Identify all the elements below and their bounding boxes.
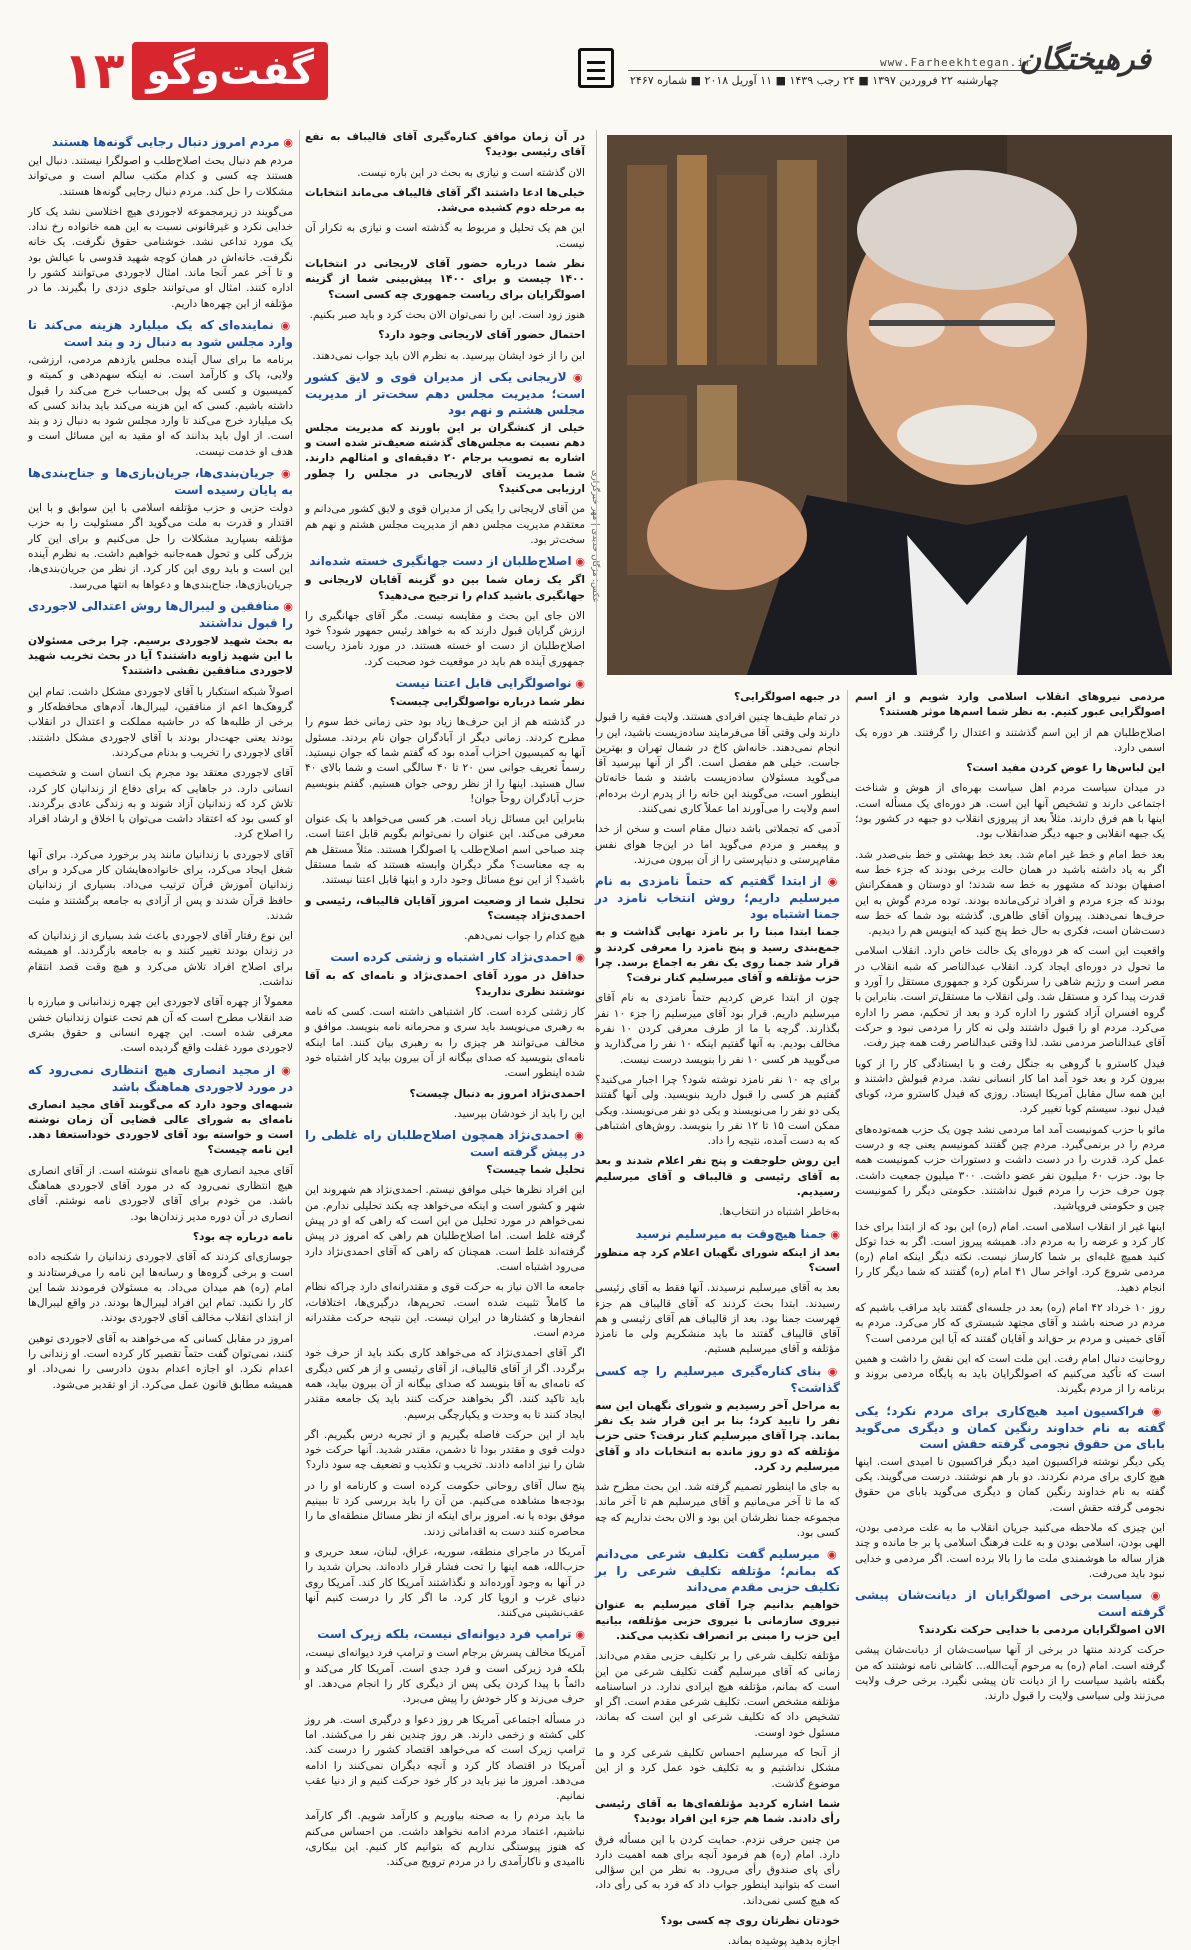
subheading-text: از ابتدا گفتیم که حتماً نامزدی به نام میرسلیم داریم؛ روش انتخاب نامزد در جمنا اشتباه بود xyxy=(595,874,840,922)
bullet-icon: ◉ xyxy=(821,875,840,889)
paragraph: من آقای لاریجانی را یکی از مدیران قوی و لایق کشور می‌دانم و معتقدم مدیریت مجلس دهم از مدیریت مجلس هشتم و نهم هم سخت‌تر بود. xyxy=(305,503,585,546)
paragraph: برای چه ۱۰ نفر نامزد نوشته شود؟ چرا اجبار می‌کنید؟ گفتیم هر کسی را قبول دارید بنویسید. ولی آنها گفتند یکی دو نفر را می‌نویسند و یکی دو نفر می‌نویسند. ویکی ممکن است ۱۵ تا ۱۲ نفر را بنویسد. روش‌های اشتباهی که به دست آمده، نتیجه را داد. xyxy=(595,1073,840,1148)
subheading-text: احمدی‌نژاد کار اشتباه و زشتی کرده است xyxy=(330,950,572,965)
paragraph: این را باید از خودشان بپرسید. xyxy=(453,1107,585,1120)
subheading-text: اصلاح‌طلبان از دست جهانگیری خسته شده‌اند xyxy=(309,554,572,569)
paragraph: واقعیت این است که هر دوره‌ای یک حالت خاص دارد. انقلاب اسلامی ما تحول در دوره‌ای ایجاد کرد. انقلاب عبدالناصر که شبه انقلاب در مصر است و رژیم شاهی را سرنگون کرد و جمهوری مستقل را آورد و قدرت پیدا کرد و مستقل شد. ولی انقلاب ما مستقل‌تر است. بنابراین با گروه افسران آزاد کشور را اداره کرد و بعد از تحکیم، مصر را اداره می‌کرد. مردم او را قبول داشتند ولی نه کار را مردمی نبود و حرکت آقای عبدالناصر مردمی نشد. لذا وقتی عبدالناصر رفت همه چیز رفت. xyxy=(855,945,1165,1050)
paragraph: می‌گویند در زیرمجموعه لاجوردی هیچ اختلاسی نشد یک کار خدایی نکرد و غیرقانونی نسبت به این همه خانواده رخ نداد. یک مورد تداعی نشد. خوشنامی حقوق نگرفت. یک خانه نگرفت. خانه‌اش در همان کوچه شهید قدوسی با عیالش بود و تا آخر عمر آنجا ماند. امثال لاجوردی می‌توانند کشور را اداره کنند. امثال او می‌توانند جلوی دزدی را بگیرند. ما در مؤتلفه از این چهره‌ها داریم. xyxy=(28,205,293,310)
bullet-icon: ◉ xyxy=(821,1364,841,1378)
bullet-icon: ◉ xyxy=(571,677,585,691)
subheading xyxy=(855,1403,1165,1452)
subheading-text: فراکسیون امید هیچ‌کاری برای مردم نکرد؛ یکی گفته به نام خداوند رنگین کمان و دیگری می‌گوید بابای من حقوق نجومی گرفته حقش است xyxy=(855,1403,1165,1451)
paragraph: باید از این حرکت فاصله بگیریم و از تجربه درس بگیریم. اگر دولت قوی و مقتدر بودا تا دشمن، مقتدر شدید. آنها حرکت خود شان را نیز ادامه دادند. تخریب و تکذیب و تضعیف چه سود دارد؟ xyxy=(305,1428,585,1472)
paragraph: آقای لاجوردی معتقد بود مجرم یک انسان است و شخصیت انسانی دارد. در جاهایی که برای دفاع از زندانیان کار کرد، تلاش کرد که زندانیان آزاد شوند و به زندگی عادی برگردند. او کسی بود که اعتقاد داشت می‌توان با اخلاق و ارشاد افراد را اصلاح کرد. xyxy=(28,767,293,841)
interview-question: نظر شما درباره نواصولگرایی چیست؟ xyxy=(389,696,585,709)
interview-question: این لباس‌ها را عوض کردن مفید است؟ xyxy=(966,762,1165,775)
paragraph: هنوز زود است. این را نمی‌توان الان بحث کرد و باید صبر بکنیم. xyxy=(309,308,585,321)
portrait-illustration xyxy=(607,135,1172,675)
interview-question: الان اصولگرایان مردمی با خدایی حرکت نکردند؟ xyxy=(918,1624,1165,1637)
paragraph: چون از ابتدا عرض کردیم حتماً نامزدی به نام آقای میرسلیم داریم. قرار بود آقای میرسلیم را جزء ۱۰ نفر بگذارند. گرچه با ما از طرف معرفی کردن ۱۰ نفره مخالف بودیم. به آنها گفتیم اینکه ۱۰ نفر را می‌گذارید و می‌گویید هر کسی ۱۰ نفر را بنویسد درست نیست. xyxy=(595,992,840,1066)
interview-question: تحلیل شما چیست؟ xyxy=(486,1164,585,1177)
paragraph: آمریکا در ماجرای منطقه، سوریه، عراق، لبنان، سعد حریری و حزب‌الله، همه اینها را تحت فشار قرار داده‌اند. بحران شدید را در آنها به وجود آورده‌اند و نگذاشتند آمریکا کار کند. آمریکا روی دنیای غرب و اروپا کار کرد. ما اگر کار را درست کنیم آنها عقب‌نشینی می‌کنند. xyxy=(305,1545,585,1620)
paragraph: در گذشته هم از این حرف‌ها زیاد بود حتی زمانی خط سوم را مطرح کردند. زمانی دیگر از آبادگران جوان نام بردند. مسئول آنها به کمیسیون احزاب آمده بود که گفتم شما که جوان نیستید. رسماً تعریف جوانی سن ۲۰ تا ۴۰ سالگی است و شما بالای ۴۰ سال هستید. اینها را از نظر روحی جوان هستیم. گفتم بنویسیم حزب آبادگران روحاً جوان! xyxy=(305,716,585,805)
paragraph: این هم یک تحلیل و مربوط به گذشته است و نیازی به تکرار آن نیست. xyxy=(305,222,585,250)
interview-question: به بحث شهید لاجوردی برسیم. چرا برخی مسئولان با این شهید زاویه داشتند؟ آیا در بحث تخریب شهید لاجوردی منافقین نقشی داشتند؟ xyxy=(28,634,293,678)
paragraph: بنابراین این مسائل زیاد است. هر کسی می‌خواهد با یک عنوان معرفی می‌کند. این عنوان را نمی‌توانم بگویم قابل اعتنا است. چند صباحی اسم اصلاح‌طلب یا اصولگرا هستند. مثلاً مستقل هم به چه معناست؟ مگر دیگران وابسته هستند که شما مستقل باشید؟ از این نوع مسائل وجود دارد و اینها قابل اعتنا نیستند. xyxy=(305,813,585,887)
paragraph: روحانیت دنبال امام رفت. این ملت است که این نقش را داشت و همین است که تأکید می‌کنیم که اصولگرایان باید به پایگاه مردمی بروند و برنامه را از مردم بگیرند. xyxy=(855,1352,1165,1396)
bullet-icon: ◉ xyxy=(274,467,293,481)
paragraph: آقای مجید انصاری هیچ نامه‌ای ننوشته است. از آقای انصاری هیچ انتظاری نمی‌رود که در مورد آقای لاجوردی هماهنگ باشد. من خودم برای آقای لاجوردی نامه نوشتم. آقای انصاری در آن دوره مدیر زندان‌ها بود. xyxy=(28,1164,293,1223)
page-number: ۱۳ xyxy=(63,42,125,100)
paragraph: روز ۱۰ خرداد ۴۲ امام (ره) بعد در جلسه‌ای گفتند باید مراقب باشیم که مردم در صحنه باشند و آقای مجتهد شبستری که کار می‌کرد. مردم به آقای خمینی و مردم بر حق‌اند و آقایان گفتند که آیا این مردمی است؟ xyxy=(855,1301,1165,1345)
paragraph: در میدان سیاست مردم اهل سیاست بهره‌ای از هوش و شناخت اجتماعی دارند و تشخیص آنها این است. هر دوره‌ای یک مسأله است. اینها با هم فرق دارند. مثلاً بعد از پیروزی انقلاب دو جبهه در کشور بود؛ یک جبهه انقلابی و جبهه دیگر ضدانقلاب بود. xyxy=(855,782,1165,841)
article-column-4 xyxy=(28,130,293,1675)
interview-question: مردمی نیروهای انقلاب اسلامی وارد شویم و از اسم اصولگرایی عبور کنیم. به نظر شما اسم‌ها موثر هستند؟ xyxy=(855,691,1165,719)
interview-question: خواهیم بدانیم چرا آقای میرسلیم به عنوان نیروی سازمانی با نیروی حزبی مؤتلفه، بیانیه این حزب را مبنی بر انصراف تکذیب می‌کند. xyxy=(595,1599,840,1642)
subheading xyxy=(855,1587,1165,1620)
interview-question: جمنا ابتدا مبنا را بر نامزد نهایی گذاشت و به جمع‌بندی رسید و پنج نامزد را معرفی کردند و قرار شد جمنا روی یک نفر به اجماع برسد. چرا حزب مؤتلفه و آقای میرسلیم کنار نرفت؟ xyxy=(595,926,840,985)
subheading-text: بنای کناره‌گیری میرسلیم را چه کسی گذاشت؟ xyxy=(595,1363,840,1395)
bullet-icon: ◉ xyxy=(571,951,585,965)
subheading-text: منافقین و لیبرال‌ها روش اعتدالی لاجوردی را قبول نداشتند xyxy=(28,598,293,630)
interview-question: احمدی‌نژاد امروز به دنبال چیست؟ xyxy=(409,1087,585,1100)
subheading-text: لاریجانی یکی از مدیران قوی و لایق کشور است؛ مدیریت مجلس دهم سخت‌تر از مدیریت مجلس هشتم و نهم بود xyxy=(305,369,585,417)
paragraph: این افراد نظرها خیلی موافق نیستم. احمدی‌نژاد هم شهروند این شهر و کشور است و اینکه می‌خواهد چه بکند تحلیلی ندارم. من نمی‌خواهم در مورد تحلیل من این است که راهی که او در پیش گرفته غلط است. اما اصلاح‌طلبان هم راهی که امروز در پیش گرفته‌اند غلط است. همچنان که راهی که آقای احمدی‌نژاد دارد می‌رود اشتباه است. xyxy=(305,1184,585,1273)
subheading xyxy=(595,1363,840,1396)
paragraph: اگر آقای احمدی‌نژاد که می‌خواهد کاری بکند باید از حرف خود برگردد. اگر از آقای قالیباف، از آقای رئیسی و از هر کس دیگری که نامه‌ای به آقا بنویسد که صدای بیگانه از آن بیرون بیاید، همه باید تاکید کنند. اگر بخواهند حرکت کنند باید یک جامعه مقتدر ایجاد کنند تا به وحدت و یکپارچگی برسیم. xyxy=(305,1347,585,1421)
paragraph: ما باید مردم را به صحنه بیاوریم و کارآمد شویم. اگر کارآمد نباشیم، اعتماد مردم ادامه نخواهد داشت. من احساس می‌کنم که هنوز پیوستگی نداریم که بتوانیم کار کنیم. این بیکاری، ناامیدی و ناکارآمدی را در مردم ترویج می‌کند. xyxy=(305,1810,585,1869)
paragraph: اصولاً شبکه استکبار با آقای لاجوردی مشکل داشت. تمام این گروهک‌ها اعم از منافقین، لیبرال‌ها، آدم‌های محافظه‌کار و برخی از طلبه‌ها که در حاشیه مملکت و اعتدال در انقلاب بودند یعنی جهت‌دار بودند با آقای لاجوردی مشکل داشتند. آقای لاجوردی را تخریب و بدنام می‌کردند. xyxy=(28,685,293,759)
paragraph: الان جای این بحث و مقایسه نیست. مگر آقای جهانگیری را ارزش گرایان قبول دارند که به خواهد رئیس جمهور شود؟ خود اصلاح‌طلبان از دست او خسته هستند. در مورد نامزد ریاست جمهوری آینده هم باید در موقعیت خود صحبت کرد. xyxy=(305,609,585,668)
bullet-icon: ◉ xyxy=(569,1129,586,1143)
interview-question: خیلی‌ها ادعا داشتند اگر آقای قالیباف می‌ماند انتخابات به مرحله دوم کشیده می‌شد. xyxy=(305,186,585,215)
paragraph: به جای ما اینطور تصمیم گرفته شد. این بحث مطرح شد که ما تا آخر می‌مانیم و آقای میرسلیم هم تا آخر ماند. مجموعه جمنا نظرشان این بود و الان بحث نداریم که چه کسی بود. xyxy=(595,1481,840,1540)
bullet-icon: ◉ xyxy=(571,555,585,569)
paragraph: هیچ کدام را جواب نمی‌دهم. xyxy=(464,930,585,943)
brand-logo: فرهیختگان xyxy=(1019,42,1151,77)
subheading-text: احمدی‌نژاد همچون اصلاح‌طلبان راه غلطی را در پیش گرفته است xyxy=(305,1128,585,1160)
paragraph: دولت حزبی و حزب مؤتلفه اسلامی با این سوابق و با این اقتدار و قدرت به ملت می‌گوید اگر مسئولیت را به حزب مؤتلفه بسپارید مشکلات را حل می‌کنیم و برای این کار بزرگی کلی و تحول همه‌جانبه خواهیم داشت. به نظرم آینده این است و باید روی این کار کرد. از نظر من جریان‌بندی‌ها، جریان‌بازی‌ها، جناح‌بندی‌ها و دعواها به انتها می‌رسد. xyxy=(28,502,293,591)
paragraph: این چیزی که ملاحظه می‌کنید جریان انقلاب ما به علت مردمی بودن، الهی بودن، اسلامی بودن و به علت فرهنگ اسلامی پا بر جا مانده و چند هزار ساله ما هوشمندی ملت ما را بالا برده است. اگر مردمی و خدایی نبود باید می‌رفت. xyxy=(855,1521,1165,1580)
subheading xyxy=(595,1226,840,1243)
subheading xyxy=(305,553,585,570)
article-column-1 xyxy=(855,690,1165,1703)
paragraph: کار زشتی کرده است. کار اشتباهی داشته است. کسی که نامه به رهبری می‌نویسد باید سری و محرمانه نامه بنویسد. موافق و مخالف می‌توانند هر چیزی را به رهبری بیان کنند. اما اینکه نامه‌ای بنویسید که صدای بیگانه از آن بیرون بیاید کار اشتباه خود شده اینطور است. xyxy=(305,1006,585,1080)
subheading xyxy=(28,598,293,631)
interview-question: حداقل در مورد آقای احمدی‌نژاد و نامه‌ای که به آقا نوشتند نظری ندارید؟ xyxy=(305,970,585,998)
bullet-icon: ◉ xyxy=(826,1227,840,1241)
paragraph: یکی دیگر نوشته فراکسیون امید دیگر فراکسیون نا امیدی است. اینها هیچ کاری برای مردم نکردند. دو بار هم نوشتند. درست می‌گویند. یکی گفته به نام خداوند رنگین کمان و دیگری می‌گوید بابای من حقوق نجومی گرفته حقش است. xyxy=(855,1455,1165,1514)
interview-question: شبهه‌ای وجود دارد که می‌گویند آقای مجید انصاری نامه‌ای به شورای عالی قضایی آن زمان نوشته است و خواسته بود آقای لاجوردی خوداستعفا دهد. این نامه چیست؟ xyxy=(28,1098,293,1157)
paragraph: آمریکا مخالف پسرش برجام است و ترامپ فرد دیوانه‌ای نیست، بلکه فرد زیرکی است و فرد جدی است. آمریکا کار می‌کند و دائماً با پیدا کردن یکی پس از دیگری کار را انجام می‌دهد. او حرف می‌زند و کار خودش را پیش می‌برد. xyxy=(305,1647,585,1706)
subheading xyxy=(28,1062,293,1095)
paragraph: امروز در مقابل کسانی که می‌خواهند به آقای لاجوردی توهین کنند، نمی‌توان گفت حتماً تقصیر کار کرده است. او زندانی را اعدام نکرد. او اجازه اعدام بدون دادرسی را نمی‌داد. او همیشه مطابق قانون عمل می‌کرد. از او تقدیر می‌شود. xyxy=(28,1332,293,1391)
issue-line: چهارشنبه ۲۲ فروردین ۱۳۹۷ ■ ۲۴ رجب ۱۴۳۹ ■ ۱۱ آوریل ۲۰۱۸ ■ شماره ۲۴۶۷ xyxy=(630,74,999,87)
photo-caption: عکس: مژگان حدیدی | مهر خبرگزاری xyxy=(590,470,600,603)
bullet-icon: ◉ xyxy=(279,599,293,613)
paragraph: معمولاً از چهره آقای لاجوردی این چهره زندانبانی و مبارزه با ضد انقلاب مطرح است که آن هم تحت عنوان زندانبان خشن معرفی شده است. این چهره انسانی و حقوق بشری لاجوردی مورد غفلت واقع گردیده است. xyxy=(28,996,293,1055)
interview-question: این روش حلوجفت و پنج نفر اعلام شدند و بعد به آقای رئیسی و قالیباف و آقای میرسلیم رسیدیم. xyxy=(595,1155,840,1199)
bullet-icon: ◉ xyxy=(279,136,293,149)
subheading-text: نماینده‌ای که یک میلیارد هزینه می‌کند تا وارد مجلس شود به دنبال زد و بند است xyxy=(28,317,293,349)
article-column-3 xyxy=(305,130,586,1869)
paragraph: اینها غیر از انقلاب اسلامی است. امام (ره) این بود که از ابتدا برای خدا کار کرد و عرضه را به مردم داد. همیشه پیروز است. اگر به خدا توکل کنید همیچ غلبه‌ای بر شما کارساز نیست. نکته دیگر اینکه امام (ره) مردمی شروع کرد. اواخر سال ۴۱ امام (ره) گفتند که شما دیگر کار را انجام دهید. xyxy=(855,1220,1165,1294)
paragraph: برنامه ما برای سال آینده مجلس یازدهم مردمی، ارزشی، ولایی، پاک و کارآمد است. نه اینکه سهم‌دهی و کمیته و کمیسیون و کسی که پول بی‌حساب خرج می‌کند را قبول داشته باشیم. کسی که این هزینه می‌کند باید بداند کسی که یک میلیارد خرج می‌کند تا وارد مجلس شود به دنبال زد و بند است. از اول باید بدانند که او مقید به این مسائل است و هدف او خدمت نیست. xyxy=(28,353,293,458)
bullet-icon: ◉ xyxy=(819,1548,840,1562)
masthead-rule xyxy=(628,70,1068,71)
subheading xyxy=(28,134,293,151)
subheading-text: جمنا هیچ‌وقت به میرسلیم نرسید xyxy=(635,1226,827,1241)
newspaper-icon xyxy=(578,48,614,88)
subheading xyxy=(305,1626,585,1643)
subheading-text: ترامپ فرد دیوانه‌ای نیست، بلکه زیرک است xyxy=(317,1627,572,1642)
subheading xyxy=(595,873,840,922)
interview-question: به مراحل آخر رسیدیم و شورای نگهبان این سه نفر را تایید کرد؛ بنا بر این قرار شد یک نفر بماند. چرا آقای میرسلیم کنار نرفت؟ حتی حزب مؤتلفه که دو روز مانده به انتخابات داد و آقای میرسلیم رد کرد. xyxy=(595,1399,840,1473)
paragraph: اصلاح‌طلبان هم از این اسم گذشتند و اعتدال را گرفتند. هر دوره یک اسمی دارد. xyxy=(855,726,1165,754)
bullet-icon: ◉ xyxy=(273,318,293,332)
interview-question: احتمال حضور آقای لاریجانی وجود دارد؟ xyxy=(378,329,585,342)
paragraph: به‌خاطر اشتباه در انتخاب‌ها. xyxy=(719,1206,840,1219)
subheading xyxy=(305,1127,585,1160)
paragraph: از آنجا که میرسلیم احساس تکلیف شرعی کرد و ما مشکل نداشتیم و به تکلیف خود عمل کرد و از این موضوع گذشت. xyxy=(595,1747,840,1790)
bullet-icon: ◉ xyxy=(1142,1589,1165,1603)
subheading-text: میرسلیم گفت تکلیف شرعی می‌دانم که بمانم؛ مؤتلفه تکلیف شرعی را بر تکلیف حزبی مقدم می‌داند xyxy=(595,1547,840,1595)
paragraph: مردم هم دنبال بحث اصلاح‌طلب و اصولگرا نیستند. دنبال این هستند چه کسی و کدام مکتب سالم است و می‌تواند مشکلات را حل کند. مردم دنبال رجایی گونه‌ها هستند. xyxy=(28,155,293,198)
paragraph: مائو با حزب کمونیست آمد اما مردمی نشد چون یک حزب همه‌توده‌های مردم را در برنمی‌گیرد. مردم چین گفتند کمونیسم یعنی چه و درست عمل کرد. قدرت را در دست داشت و دستورات حزب کمونیست همه جا بود. حزب ۶۰ میلیون نفر عضو داشت. ۳۰۰ میلیون جمعیت داشت. چون حرف حزب را مردم قبول نداشتند. حکومتی دیگر را کمونیست چین و حکومتی فروپاشید. xyxy=(855,1123,1165,1213)
subheading xyxy=(595,1546,840,1595)
interview-question: تحلیل شما از وضعیت امروز آقایان قالیباف، رئیسی و احمدی‌نژاد چیست؟ xyxy=(305,894,585,922)
column-divider xyxy=(299,130,300,1680)
paragraph: بعد به آقای میرسلیم نرسیدند. آنها فقط به آقای رئیسی رسیدند. ابتدا بحث کردند که آقای قالیباف هم جزء فهرست جمنا بود. بعد از قالیباف هم آقای رئیسی و هم آقای قالیباف گفتند ما باید منشکریم ولی ما نامزد مؤتلفه و آقای میرسلیم هستیم. xyxy=(595,1282,840,1356)
subheading xyxy=(305,949,585,966)
interview-question: خودتان نظرتان روی چه کسی بود؟ xyxy=(660,1915,840,1927)
paragraph: آقای لاجوردی با زندانیان مانند پدر برخورد می‌کرد. برای آنها شغل ایجاد می‌کرد، برای خانواده‌هایشان کار می‌کرد و برای زندانیان آموزش قرآن ترتیب می‌داد. بسیاری از زندانیان حافظ قرآن شدند و پس از آزادی به جامعه برگشتند و مثبت شدند. xyxy=(28,848,293,922)
subheading xyxy=(305,369,585,418)
interview-question: اگر یک زمان شما بین دو گزینه آقایان لاریجانی و جهانگیری باشید کدام را ترجیح می‌دهید؟ xyxy=(305,574,585,602)
interview-question: نامه درباره چه بود؟ xyxy=(192,1230,293,1243)
paragraph: بعد خط امام و خط غیر امام شد. بعد خط بهشتی و خط بنی‌صدر شد. اگر به یاد داشته باشید در همان حالت برخی بودند که جزء خط سه اصفهان بودند که مشهور به خط سه شدند؛ او دوستان و همفکرانش بودند که جزء مردم و افراد ترکی‌مانده بودند. توده مردم گوش به این حرف‌ها نمی‌دهند. پیروان آقای طاهری. گذشته بود شما که خط سه دست‌شان است، فکری به حال خط پنج کنید که اینویس هم را دیدیم. xyxy=(855,848,1165,938)
subheading xyxy=(28,465,293,498)
interview-question: شما اشاره کردید مؤتلفه‌ای‌ها به آقای رئیسی رأی دادند. شما هم جزء این افراد بودید؟ xyxy=(595,1797,840,1826)
masthead xyxy=(0,0,1191,110)
interview-question: بعد از اینکه شورای نگهبان اعلام کرد چه منظور است؟ xyxy=(595,1246,840,1274)
paragraph: این نوع رفتار آقای لاجوردی باعث شد بسیاری از زندانیان که در زندان بودند تغییر کنند و به جامعه بازگردند. او همیشه برای اصلاح افراد تلاش می‌کرد و هیچ وقت قصد انتقام نداشت. xyxy=(28,930,293,989)
subheading-text: سیاست برخی اصولگرایان از دیانت‌شان پیشی گرفته است xyxy=(855,1588,1165,1620)
subheading-text: جریان‌بندی‌ها، جریان‌بازی‌ها و جناح‌بندی‌ها به پایان رسیده است xyxy=(28,466,293,498)
interview-question: در جبهه اصولگرایی؟ xyxy=(734,691,840,703)
paragraph: اجازه بدهید پوشیده بماند. xyxy=(727,1935,840,1948)
subheading-text: نواصولگرایی قابل اعتنا نیست xyxy=(395,676,572,691)
column-divider xyxy=(847,690,848,1680)
paragraph: این را از خود ایشان بپرسید. به نظرم الان باید جواب نمی‌دهند. xyxy=(312,349,585,362)
interview-question: نظر شما درباره حضور آقای لاریجانی در انتخابات ۱۴۰۰ چیست و برای ۱۴۰۰ پیش‌بینی شما از گزینه اصولگرایان برای ریاست جمهوری چه کسی است؟ xyxy=(305,258,585,301)
paragraph: الان گذشته است و نیازی به بحث در این باره نیست. xyxy=(357,166,585,179)
paragraph: مؤتلفه تکلیف شرعی را بر تکلیف حزبی مقدم می‌داند. زمانی که آقای میرسلیم گفت تکلیف شرعی من این است که بمانم، مؤتلفه هیچ ایرادی ندارد. در اساسنامه مؤتلفه مشخص است. تکلیف شرعی مقدم است. اگر او تشخیص داد که تکلیف شرعی او این است که بماند، مسئول خود اوست. xyxy=(595,1650,840,1739)
bullet-icon: ◉ xyxy=(1144,1404,1165,1418)
paragraph: جوسازی‌ای کردند که آقای لاجوردی زندانیان را شکنجه داده است و برخی گروه‌ها و رسانه‌ها این نامه را می‌فرستادند و امام (ره) هم میدان می‌داد. به مسئولان فرمودند شما این کار را نکنید. تمام این افراد لیبرال‌ها بودند. در واقع لیبرال‌ها از ابتدای انقلاب مخالف آقای لاجوردی بودند. xyxy=(28,1251,293,1325)
subheading-text: از مجید انصاری هیچ انتظاری نمی‌رود که در مورد لاجوردی هماهنگ باشد xyxy=(28,1062,293,1094)
interview-photo xyxy=(607,135,1172,675)
paragraph: پنج سال آقای روحانی حکومت کرده است و کارنامه او را در بودجه‌ها مشاهده می‌کنیم. من آن را باید بررسی کرد تا ببینیم موفق بوده یا نه. امروز برای اینکه از نظر مسائل منطقه‌ای ما را محاصره کنند دست به اقداماتی زدند. xyxy=(305,1479,585,1538)
bullet-icon: ◉ xyxy=(566,370,585,384)
paragraph: حرکت کردند منتها در برخی از آنها سیاست‌شان از دیانت‌شان پیشی گرفته است. امام (ره) به مرحوم آیت‌الله... کاشانی نامه نوشتند که من بگفته باشید سیاست را از دیانت تان پیشی نگیرد. برخی حرف ولایت می‌زنند ولی سیاسی ولایت را قبول دارند. xyxy=(855,1644,1165,1703)
interview-question: خیلی از کنشگران بر این باورند که مدیریت مجلس دهم نسبت به مجلس‌های گذشته ضعیف‌تر شده است و اشاره به تصویب برجام ۲۰ دقیقه‌ای و امثالهم دارند. شما مدیریت آقای لاریجانی در مجلس را چطور ارزیابی می‌کنید؟ xyxy=(305,421,585,496)
paragraph: من چنین حرفی نزدم. حمایت کردن با این مسأله فرق دارد. امام (ره) هم فرمود آنچه برای همه اهمیت دارد رأی پای صندوق رأی می‌رود. به نظر من این سؤالی است که بتوانید اینطور جواب داد که فرد به کی رأی داد، که هیچ کسی نمی‌داند. xyxy=(595,1833,840,1907)
paragraph: آدمی که تجملاتی باشد دنبال مقام است و سخن از خدا و پیغمبر و مردم می‌گوید اما در این‌جا هوای نفس مقام‌پرستی و دنیاپرستی را از آن بیرون می‌زند. xyxy=(595,823,840,866)
article-column-2 xyxy=(595,690,841,1948)
subheading xyxy=(28,317,293,350)
paragraph: در تمام طیف‌ها چنین افرادی هستند. ولایت فقیه را قبول دارند ولی وقتی آقا می‌فرمایند ساده‌زیست باشید، این را انجام نمی‌دهند. خانه‌اش کاخ در شمال تهران و بهترین جاست. خیلی هم مفصل است. اگر از آنها بپرسید آقا می‌گوید مسئولان ساده‌زیست باشند و شما خانه‌تان اینطور است، می‌گویند این خانه را از پدرم ارث برده‌ام. اسم ولایت را می‌آورند اما عملاً کاری نمی‌کنند. xyxy=(595,711,840,816)
bullet-icon: ◉ xyxy=(571,1628,585,1642)
paragraph: جامعه ما الان نیاز به حرکت قوی و مقتدرانه‌ای دارد چراکه نظام ما کاملاً تثبیت شده است. تحریم‌ها، درگیری‌ها، اختلافات، انفجارها و کشتارها در ایران نیست. این نتیجه حرکت مقتدرانه مردم است. xyxy=(305,1281,585,1340)
bullet-icon: ◉ xyxy=(275,1063,293,1077)
website-url: www.Farheekhtegan.ir xyxy=(880,56,1033,69)
page-badge xyxy=(28,42,328,100)
paragraph: در مسأله اجتماعی آمریکا هر روز دعوا و درگیری است. هر روز کلی کشته و زخمی دارند. هر روز چندین نفر را می‌کشند. اما ترامپ زیرک است که می‌خواهد اقتصاد کشور را درست کند. آمریکا در اقتصاد کار کرد و آنچه دیگران نمی‌کنند را ادامه می‌دهد. امروز ما نیز باید در کار خود حرکت کنیم و از دنیا عقب نمانیم. xyxy=(305,1713,585,1803)
section-title: گفت‌وگو xyxy=(132,42,328,100)
subheading xyxy=(305,675,585,692)
subheading-text: مردم امروز دنبال رجایی گونه‌ها هستند xyxy=(51,135,280,149)
interview-question: در آن زمان موافق کناره‌گیری آقای قالیباف به نفع آقای رئیسی بودید؟ xyxy=(305,131,585,159)
paragraph: فیدل کاسترو با گروهی به جنگل رفت و با ایستادگی کار را از کوبا بیرون کرد و بعد خود آمد اما کار انسانی نشد. مردم قبولش داشتند و این همه سال مقابل آمریکا ایستاد. روزی که فیدل کاسترو مرد، کوبای فیدل نبود. سیستم کوبا تغییر کرد. xyxy=(855,1057,1165,1116)
